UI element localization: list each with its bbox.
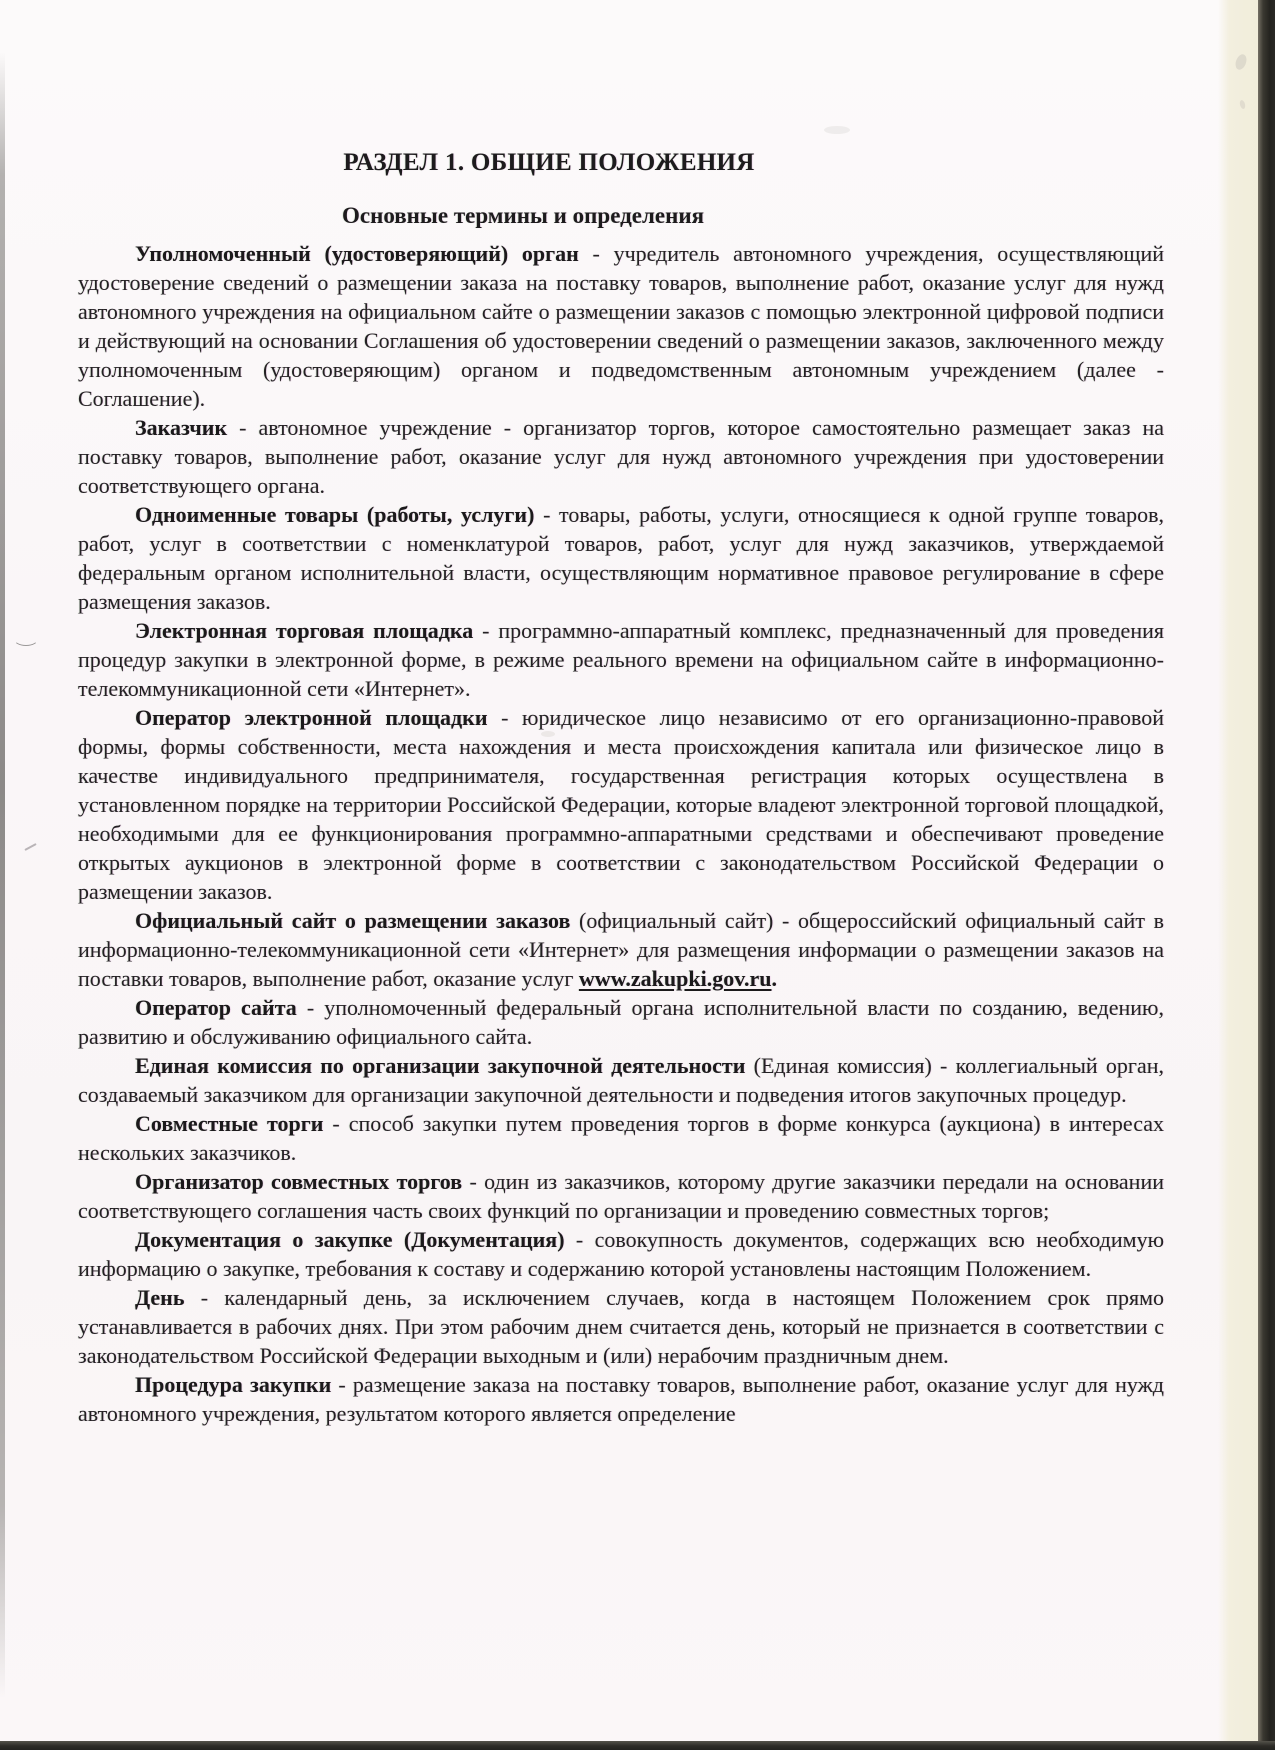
- scan-edge-left: [0, 0, 5, 1750]
- scan-band-right: [1218, 0, 1258, 1750]
- term-text: Процедура закупки: [135, 1372, 332, 1397]
- term-text: Единая комиссия по организации закупочной деятельности: [135, 1053, 746, 1078]
- definition-text: - способ закупки путем проведения торгов в форме конкурса (аукциона) в интересах нескольких заказчиков.: [78, 1111, 1164, 1165]
- term-text: .: [771, 966, 777, 991]
- definition-text: - учредитель автономного учреждения, осуществляющий удостоверение сведений о размещении заказа на поставку товаров, выполнение работ, оказание услуг для нужд автономного учреждения на официальном сайте о размещении заказов с помощью электронной цифровой подписи и действующий на основании Соглашения об удостоверении сведений о размещении заказов, заключенного между уполномоченным (удостоверяющим) органом и подведомственным автономным учреждением (далее - Соглашение).: [78, 241, 1164, 411]
- section-subtitle: Основные термины и определения: [341, 203, 705, 228]
- definition-paragraph: [78, 1109, 1164, 1167]
- term-text: www.zakupki.gov.ru: [578, 966, 772, 991]
- term-text: Оператор сайта: [135, 995, 297, 1020]
- definition-text: - совокупность документов, содержащих всю необходимую информацию о закупке, требования к составу и содержанию которой установлены настоящим Положением.: [78, 1227, 1165, 1281]
- definitions-list: [78, 239, 1164, 1428]
- definition-text: - размещение заказа на поставку товаров, выполнение работ, оказание услуг для нужд автономного учреждения, результатом которого является определение: [78, 1372, 1164, 1426]
- term-text: Официальный сайт о размещении заказов: [135, 908, 571, 933]
- term-text: Совместные торги: [135, 1111, 324, 1136]
- definition-text: (официальный сайт) - общероссийский официальный сайт в информационно-телекоммуникационной сети «Интернет» для размещения информации о размещении заказов на поставки товаров, выполнение работ, оказание услуг: [78, 908, 1164, 991]
- definition-text: - юридическое лицо независимо от его организационно-правовой формы, формы собственности, места нахождения и места происхождения капитала или физическое лицо в качестве индивидуального предпринимателя, государственная регистрация которых осуществлена в установленном порядке на территории Российской Федерации, которые владеют электронной торговой площадкой, необходимыми для ее функционирования программно-аппаратными средствами и обеспечивают проведение открытых аукционов в электронной форме в соответствии с законодательством Российской Федерации о размещении заказов.: [78, 705, 1164, 904]
- definition-paragraph: [78, 703, 1164, 906]
- term-text: Одноименные товары (работы, услуги): [135, 502, 535, 527]
- term-text: Уполномоченный (удостоверяющий) орган: [135, 241, 579, 266]
- definition-text: - календарный день, за исключением случаев, когда в настоящем Положением срок прямо устанавливается в рабочих днях. При этом рабочим днем считается день, который не признается в соответствии с законодательством Российской Федерации выходным и (или) нерабочим праздничным днем.: [78, 1285, 1164, 1368]
- term-text: Оператор электронной площадки: [135, 705, 488, 730]
- definition-paragraph: [78, 906, 1164, 993]
- definition-paragraph: [78, 1225, 1164, 1283]
- definition-text: - автономное учреждение - организатор торгов, которое самостоятельно размещает заказ на поставку товаров, выполнение работ, оказание услуг для нужд автономного учреждения при удостоверении соответствующего органа.: [78, 415, 1164, 498]
- scan-edge-right: [1258, 0, 1275, 1750]
- document-body: [78, 148, 1164, 1428]
- section-title: РАЗДЕЛ 1. ОБЩИЕ ПОЛОЖЕНИЯ: [343, 149, 755, 176]
- definition-paragraph: [78, 1051, 1164, 1109]
- definition-text: (Единая комиссия) - коллегиальный орган, создаваемый заказчиком для организации закупочной деятельности и подведения итогов закупочных процедур.: [78, 1053, 1164, 1107]
- definition-paragraph: [78, 500, 1164, 616]
- definition-paragraph: [78, 239, 1164, 413]
- term-text: Заказчик: [135, 415, 228, 440]
- definition-text: - программно-аппаратный комплекс, предназначенный для проведения процедур закупки в электронной форме, в режиме реального времени на официальном сайте в информационно-телекоммуникационной сети «Интернет».: [78, 618, 1164, 701]
- definition-paragraph: [78, 413, 1164, 500]
- term-text: Электронная торговая площадка: [135, 618, 474, 643]
- definition-paragraph: [78, 993, 1164, 1051]
- term-text: Документация о закупке (Документация): [135, 1227, 565, 1252]
- scan-edge-bottom: [0, 1741, 1275, 1750]
- definition-paragraph: [78, 1167, 1164, 1225]
- definition-paragraph: [78, 1283, 1164, 1370]
- definition-text: - уполномоченный федеральный органа исполнительной власти по созданию, ведению, развитию и обслуживанию официального сайта.: [78, 995, 1164, 1049]
- term-text: День: [135, 1285, 185, 1310]
- definition-text: - товары, работы, услуги, относящиеся к одной группе товаров, работ, услуг в соответствии с номенклатурой товаров, работ, услуг для нужд заказчиков, утверждаемой федеральным органом исполнительной власти, осуществляющим нормативное правовое регулирование в сфере размещения заказов.: [78, 502, 1164, 614]
- pen-mark-arc: [13, 630, 39, 646]
- definition-text: - один из заказчиков, которому другие заказчики передали на основании соответствующего соглашения часть своих функций по организации и проведению совместных торгов;: [78, 1169, 1164, 1223]
- smudge-mark: [824, 126, 850, 134]
- term-text: Организатор совместных торгов: [135, 1169, 463, 1194]
- definition-paragraph: [78, 616, 1164, 703]
- pen-mark-dash: [24, 843, 36, 851]
- definition-paragraph: [78, 1370, 1164, 1428]
